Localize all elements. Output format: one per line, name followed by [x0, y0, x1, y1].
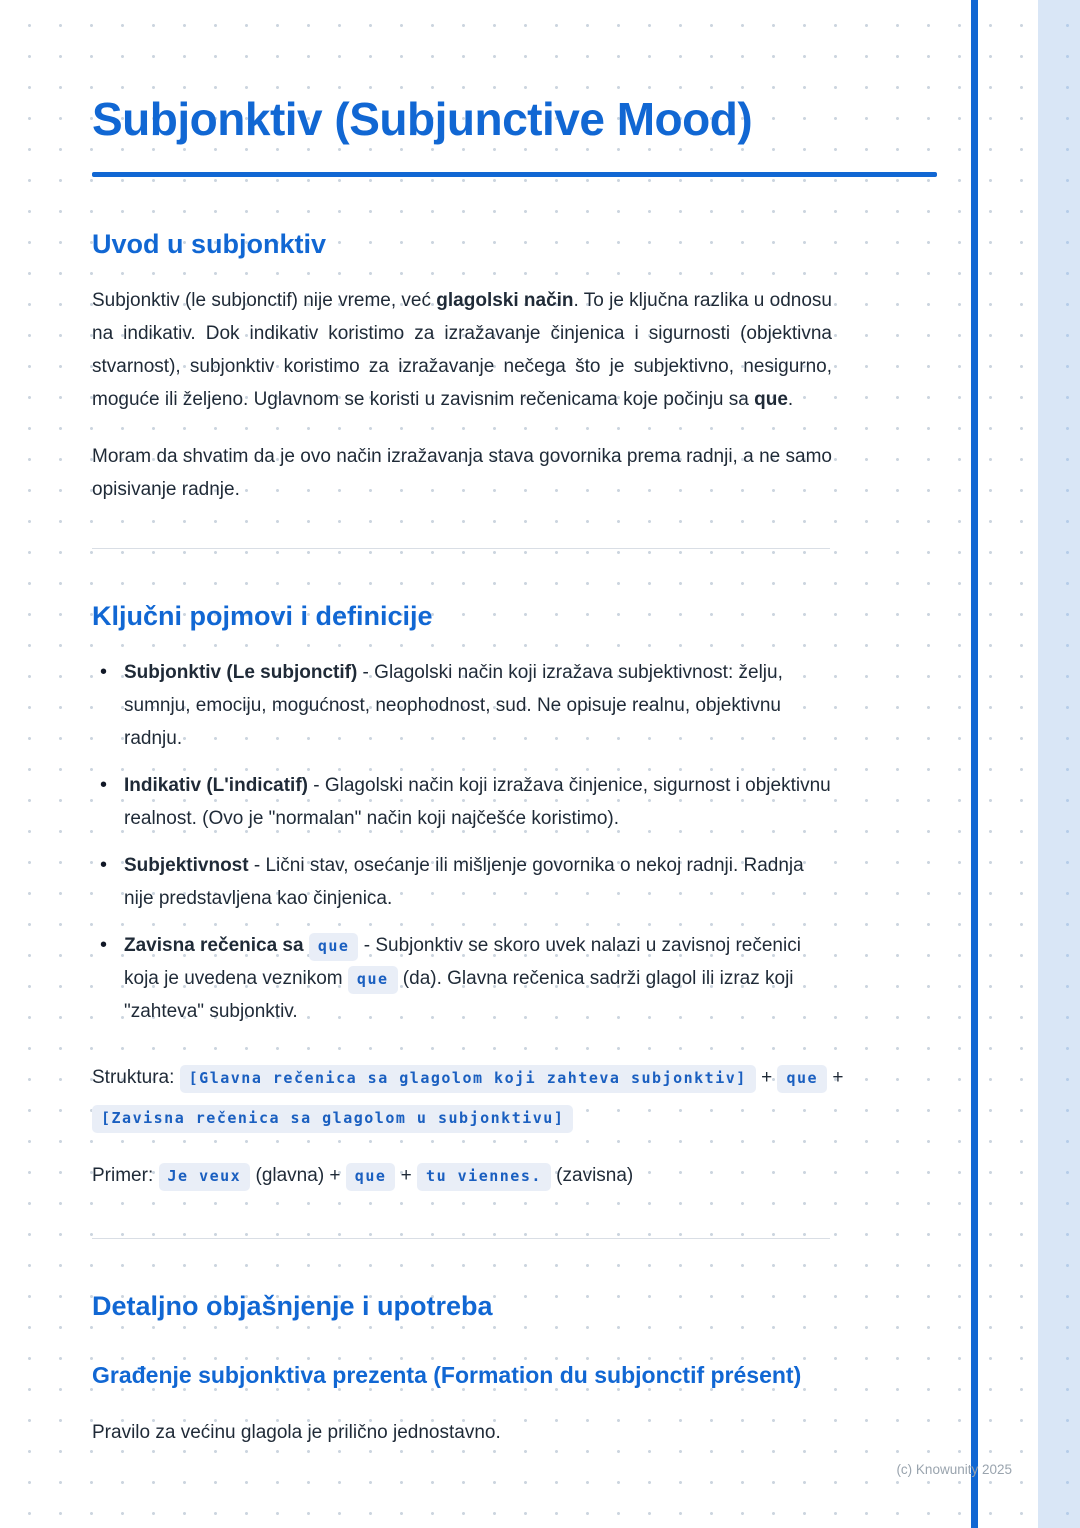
bold-text: Zavisna rečenica sa: [124, 935, 304, 956]
list-item: [92, 656, 837, 755]
inline-code-chip: que: [348, 966, 398, 994]
text-segment: (glavna) +: [250, 1165, 346, 1186]
inline-code-chip: que: [309, 933, 359, 961]
inline-code-chip: tu viennes.: [417, 1163, 551, 1191]
text-segment: - Subjonktiv se skoro uvek nalazi u zavisnoj rečenici koja je uvedena veznikom: [124, 935, 801, 989]
text-segment: (zavisna): [550, 1165, 634, 1186]
text-segment: - Glagolski način koji izražava subjektivnost: želju, sumnju, emociju, mogućnost, neophodnost, sud. Ne opisuje realnu, objektivnu radnju.: [124, 662, 783, 749]
inline-code-chip: que: [346, 1163, 396, 1191]
intro-paragraph-2: [92, 440, 832, 506]
section-heading-kljucni-pojmovi: Ključni pojmovi i definicije: [92, 601, 433, 631]
inline-code-chip: que: [777, 1065, 827, 1093]
section-divider: [92, 1238, 830, 1239]
section-divider: [92, 548, 830, 549]
subsection-heading-gradjenje: Građenje subjonktiva prezenta (Formation du subjonctif présent): [92, 1362, 802, 1388]
text-segment: Pravilo za većinu glagola je prilično jednostavno.: [92, 1422, 501, 1443]
key-terms-list: [92, 656, 837, 1028]
text-segment: - Lični stav, osećanje ili mišljenje govornika o nekoj radnji. Radnja nije predstavljena kao činjenica.: [124, 855, 804, 909]
inline-code-chip: [Zavisna rečenica sa glagolom u subjonktivu]: [92, 1105, 573, 1133]
footer-credit: (c) Knowunity 2025: [896, 1462, 1012, 1477]
text-segment: +: [395, 1165, 418, 1186]
text-segment: Subjonktiv (le subjonctif) nije vreme, već: [92, 290, 437, 311]
intro-paragraph-1: [92, 284, 832, 416]
document-content: [92, 0, 937, 1449]
list-item: [92, 769, 837, 835]
text-segment: Moram da shvatim da je ovo način izražavanja stava govornika prema radnji, a ne samo opisivanje radnje.: [92, 446, 832, 500]
text-segment: .: [787, 389, 794, 410]
title-underline-rule: [92, 172, 937, 177]
page-title: Subjonktiv (Subjunctive Mood): [92, 93, 753, 145]
page-edge-accent-bar: [971, 0, 978, 1528]
text-segment: (da). Glavna rečenica sadrži glagol ili izraz koji "zahteva" subjonktiv.: [124, 968, 794, 1022]
section-heading-detaljno: Detaljno objašnjenje i upotreba: [92, 1291, 493, 1321]
text-segment: +: [755, 1067, 778, 1088]
bold-text: Subjektivnost: [124, 855, 249, 876]
list-item: [92, 849, 837, 915]
text-segment: +: [827, 1067, 844, 1088]
bold-text: glagolski način: [436, 290, 574, 311]
text-segment: Primer:: [92, 1165, 159, 1186]
list-item: [92, 929, 837, 1028]
text-segment: - Glagolski način koji izražava činjenice, sigurnost i objektivnu realnost. (Ovo je "normalan" način koji najčešće koristimo).: [124, 775, 831, 829]
structure-line: [92, 1058, 854, 1138]
right-margin-strip: [1038, 0, 1080, 1528]
section-heading-uvod: Uvod u subjonktiv: [92, 229, 327, 259]
details-paragraph-1: [92, 1416, 832, 1449]
bold-text: Indikativ (L'indicatif): [124, 775, 308, 796]
bold-text: que: [754, 389, 788, 410]
bold-text: Subjonktiv (Le subjonctif): [124, 662, 358, 683]
text-segment: . To je ključna razlika u odnosu na indikativ. Dok indikativ koristimo za izražavanje činjenica i sigurnosti (objektivna stvarnost), subjonktiv koristimo za izražavanje nečega što je subjektivno, nesigurno, moguće ili željeno. Uglavnom se koristi u zavisnim rečenicama koje počinju sa: [92, 290, 832, 410]
text-segment: Struktura:: [92, 1067, 180, 1088]
inline-code-chip: Je veux: [159, 1163, 251, 1191]
example-line: [92, 1156, 854, 1196]
inline-code-chip: [Glavna rečenica sa glagolom koji zahteva subjonktiv]: [180, 1065, 756, 1093]
